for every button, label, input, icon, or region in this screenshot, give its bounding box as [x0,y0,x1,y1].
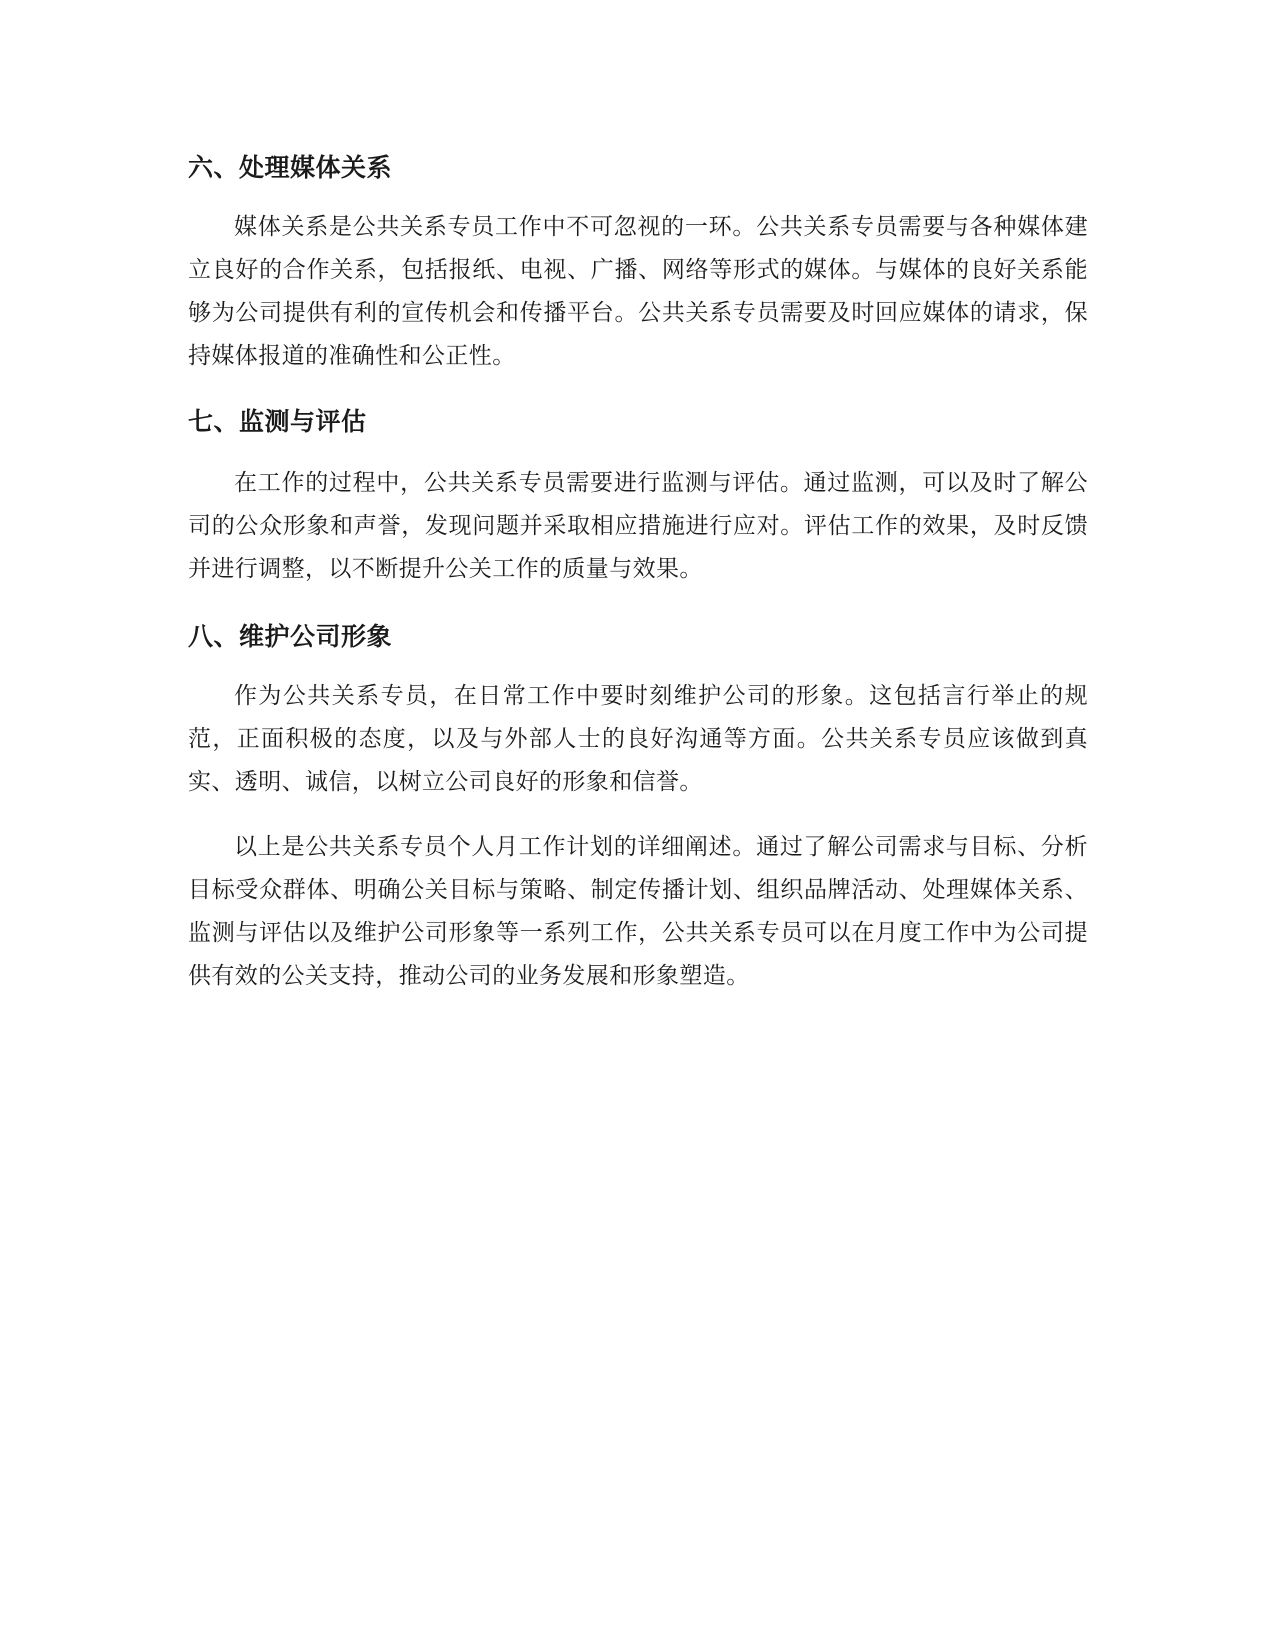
section-heading-company-image: 八、维护公司形象 [188,622,393,651]
section-body-company-image: 作为公共关系专员，在日常工作中要时刻维护公司的形象。这包括言行举止的规范，正面积极的态度，以及与外部人士的良好沟通等方面。公共关系专员应该做到真实、透明、诚信，以树立公司良好的形象和信誉。 [188,683,1088,795]
section-body-monitoring-evaluation: 在工作的过程中，公共关系专员需要进行监测与评估。通过监测，可以及时了解公司的公众形象和声誉，发现问题并采取相应措施进行应对。评估工作的效果，及时反馈并进行调整，以不断提升公关工作的质量与效果。 [188,470,1088,582]
summary-paragraph: 以上是公共关系专员个人月工作计划的详细阐述。通过了解公司需求与目标、分析目标受众群体、明确公关目标与策略、制定传播计划、组织品牌活动、处理媒体关系、监测与评估以及维护公司形象等一系列工作，公共关系专员可以在月度工作中为公司提供有效的公关支持，推动公司的业务发展和形象塑造。 [188,834,1088,989]
document-page [188,140,1088,998]
section-heading-monitoring-evaluation: 七、监测与评估 [188,407,367,436]
section-heading-media-relations: 六、处理媒体关系 [188,153,393,182]
section-body-media-relations: 媒体关系是公共关系专员工作中不可忽视的一环。公共关系专员需要与各种媒体建立良好的合作关系，包括报纸、电视、广播、网络等形式的媒体。与媒体的良好关系能够为公司提供有利的宣传机会和传播平台。公共关系专员需要及时回应媒体的请求，保持媒体报道的准确性和公正性。 [188,214,1088,369]
